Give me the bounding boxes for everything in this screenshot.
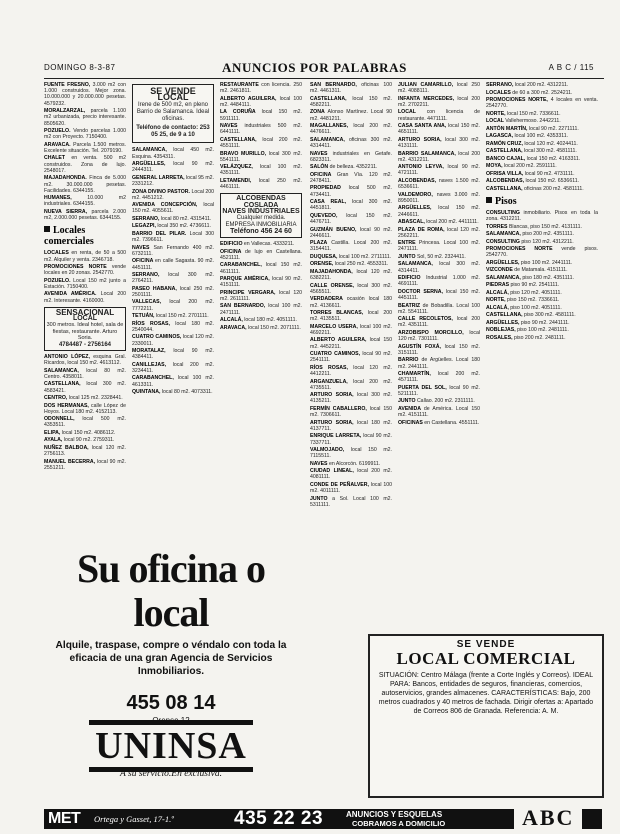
column-6 (486, 82, 598, 630)
classified-ad: ZONA DIVINO PASTOR. Local 200 m2. 4451212. (132, 188, 214, 201)
classified-ad: OFICINAS en Castellana. 4551111. (398, 419, 480, 426)
classified-ad: CASA REAL, local 300 m2. 4451811. (310, 199, 392, 212)
uninsa-display-ad (44, 545, 298, 807)
classified-ad: ARGÜELLES, local 150 m2. 2446611. (398, 205, 480, 218)
classified-ad: LOCAL con licencia de restaurante. 4471111. (398, 109, 480, 122)
classified-ad: MAGALLANES, local 200 m2. 4476611. (310, 123, 392, 136)
classified-ad: TORRES Blancas, piso 150 m2. 4131111. (486, 223, 582, 230)
abc-logo: ABC (514, 807, 582, 829)
classified-ad: CENTRO, local 125 m2. 2328441. (44, 395, 123, 402)
classified-ad: QUEVEDO, local 150 m2. 4476711. (310, 212, 392, 226)
classified-ad: SERRANO, local 80 m2. 4315411. (132, 215, 212, 222)
classified-ad: AGUSTÍN FOXÁ, local 150 m2. 3151111. (398, 343, 480, 356)
classified-ad: FERMÍN CABALLERO, local 150 m2. 7306611. (310, 405, 392, 419)
classified-ad: ARTURO SORIA, local 180 m2. 4137711. (310, 419, 392, 432)
classified-ad: ALCOBENDAS, naves 1.500 m2. 6536611. (398, 177, 480, 191)
classified-ad: ARAVACA. Parcela 1.500 metros. Excelente situación. Tel. 2079190. (44, 141, 126, 154)
classified-ad: BEATRIZ de Bobadilla. Local 100 m2. 5541111. (398, 302, 480, 315)
classified-ad: OFRISA VILLA, local 90 m2. 4731111. (486, 170, 575, 177)
classified-ad: ODONNELL, local 500 m2. 4353511. (44, 416, 126, 429)
classified-ad: CONDE DE PEÑALVER, local 100 m2. 4011111. (310, 481, 392, 495)
classified-ad: NAVES en Alcorcón. 6199911. (310, 460, 381, 467)
classified-ad: OFICINA en calle Sagasta. 90 m2. 4451111. (132, 258, 214, 271)
classified-ad: GUZMÁN BUENO, local 90 m2. 2446611. (310, 226, 392, 239)
classified-ad: LOCALES de 60 a 300 m2. 2524211. (486, 89, 573, 96)
ad-box-phone: 4784487 - 2756164 (58, 341, 112, 348)
classified-ad: JUNTO Sol, 50 m2. 2324411. (398, 253, 466, 260)
classified-ad: PASEO HABANA, local 250 m2. 2501111. (132, 285, 214, 298)
footer-service-line-1: ANUNCIOS Y ESQUELAS (346, 810, 443, 819)
classified-ad: ARTURO SORIA, local 300 m2. 4131111. (398, 136, 480, 150)
classified-ad: OFICINA de lujo en Castellana. 4521111. (220, 248, 302, 261)
ad-box-subtitle: NAVES INDUSTRIALES (222, 207, 300, 215)
classified-ad: POZUELO. Local 150 m2 junto a Estación. 7150400. (44, 277, 126, 290)
classified-ad: ORENSE, local 250 m2. 4553311. (310, 261, 389, 268)
footer-banner (44, 805, 602, 830)
classified-ad: CHALET en venta. 500 m2 construidos. Zona de lujo. 2548017. (44, 155, 126, 174)
classified-ad: ELIPA, local 150 m2. 4086112. (44, 429, 116, 436)
classified-ad: EDIFICIO Industrial 1.000 m2. 4691111. (398, 275, 480, 288)
classified-ad: ARGANZUELA, local 200 m2. 4735511. (310, 378, 392, 391)
ad-box-title: SE VENDE LOCAL (150, 86, 196, 103)
classified-ad: JUNTO Callao. 200 m2. 2311111. (398, 398, 475, 405)
classified-ad: DUQUESA, local 100 m2. 2711111. (310, 253, 392, 260)
classified-ad: DOCTOR SERNA, local 150 m2. 4451111. (398, 288, 480, 302)
classified-ad: BRAVO MURILLO, local 300 m2. 5541111. (220, 150, 302, 163)
ad-box-title: ALCOBENDAS COSLADA (236, 195, 286, 209)
classified-ad: CASTELLANA, oficinas 200 m2. 4581111. (486, 185, 584, 192)
classified-ad: AYALA, local 90 m2. 2759311. (44, 437, 115, 444)
classified-ad: SERRANO, local 300 m2. 2764211. (132, 272, 214, 285)
classified-ad: MORATALAZ, local 90 m2. 4384411. (132, 348, 214, 361)
ad-box-title: SENSACIONAL (55, 307, 115, 317)
header-date: DOMINGO 8-3-87 (44, 63, 116, 72)
classified-ad: RAMÓN CRUZ, local 120 m2. 4024411. (486, 140, 578, 147)
section-heading-pisos: Pisos (486, 196, 598, 207)
classified-ad: PLAZA DE ROMA, local 120 m2. 2562211. (398, 226, 480, 239)
classified-ad: ANTONIO LEYVA, local 90 m2. 4721111. (398, 164, 480, 177)
classified-ad: PROMOCIONES NORTE, 4 locales en venta. 2542770. (486, 97, 598, 110)
classified-ad: AVENIDA CONCEPCIÓN, local 150 m2. 4055611. (132, 202, 214, 215)
classified-ad: TETUÁN, local 150 m2. 2701111. (132, 313, 209, 320)
classified-ad: CASTELLANA, local 150 m2. 4582211. (310, 95, 392, 108)
classified-ad: EDIFICIO en Vallecas. 4333211. (220, 241, 295, 248)
classified-ad: INFANTA MERCEDES, local 200 m2. 2702211. (398, 95, 480, 108)
classified-ad: LA CORUÑA local 150 m2. 5911111. (220, 109, 302, 122)
ad-tagline: A su servicio.En exclusiva. (120, 769, 222, 779)
footer-address: Ortega y Gasset, 17-1.º (94, 814, 174, 824)
ad-box-sensacional (44, 307, 126, 351)
ad-headline: Su oficina o local (76, 546, 266, 635)
classified-ad: SALAMANCA, piso 200 m2. 4351111. (486, 231, 574, 238)
ad-box-body: 300 metros. Ideal hotel, sala de fiestas, restaurante. Arturo Soria. (46, 322, 124, 342)
classified-ad: CALLE RECOLETOS, local 200 m2. 4351111. (398, 316, 480, 329)
classified-ad: VALDEMORO, naves 3.000 m2. 8950011. (398, 191, 480, 204)
classified-ad: ZONA Alonso Martínez. Local 90 m2. 4481211. (310, 109, 392, 122)
classified-ad: CASTELLANA, local 300 m2. 4581111. (486, 148, 577, 155)
classified-ad: JUNTO a Sol. Local 100 m2. 5311111. (310, 495, 392, 508)
classified-ad: PLAZA Castilla. Local 200 m2. 3154411. (310, 240, 392, 253)
classified-ad: VALMOJADO, local 150 m2. 7115511. (310, 447, 392, 460)
classified-ad: OFICINA Gran Vía. 120 m2. 2478411. (310, 171, 392, 184)
ad-box-title: SE VENDE (456, 639, 516, 650)
classified-ad: NUEVA SIERRA, parcela 2.000 m2, 2.000.000 pesetas. 6344155. (44, 208, 126, 222)
classified-ad: ANTÓN MARTÍN, local 90 m2. 2271111. (486, 125, 579, 132)
classified-ad: NAVES industriales en Getafe. 6823311. (310, 150, 392, 163)
classified-ad: AVENIDA AMÉRICA. Local 200 m2. Interesante. 4160000. (44, 291, 126, 304)
classified-ad: HUMANES, 10.000 m2 industriales. 6344155. (44, 195, 126, 208)
ad-box-phone: Teléfono 456 24 60 (230, 227, 292, 235)
classified-ad: PARQUE AMÉRICA, local 90 m2. 4151111. (220, 276, 302, 289)
classified-ad: ALCOBENDAS, local 150 m2. 6536611. (486, 178, 580, 185)
ad-address: Orense,12 (152, 716, 190, 725)
ad-box-body: SITUACIÓN: Centro Málaga (frente a Corte Inglés y Correos). IDEAL PARA: Bancos, entidades de seguros, financieras, comercios, autoservicios, grandes almacenes. CARACTERÍSTICAS: Bajo, 200 metros cuadrados y 40 metros de fachada. Dirigir ofertas a: Apartado de Correos 806 de Granada. Referencia: A. M. (378, 672, 594, 715)
classified-ad: SAN BERNARDO, oficinas 100 m2. 4461311. (310, 82, 392, 95)
classified-ad: DOS HERMANAS, calle López de Hoyos. Local 180 m2. 4152113. (44, 402, 126, 415)
ad-box-phone: Teléfono de contacto: 253 05 25, de 9 a 10 (136, 125, 210, 139)
ad-box-subtitle: LOCAL COMERCIAL (396, 649, 576, 668)
classified-ad: ARAVACA, local 150 m2. 2071111. (220, 324, 301, 331)
footer-phone: 435 22 23 (234, 808, 324, 829)
ad-box-naves (220, 193, 302, 238)
footer-service-line-2: COBRAMOS A DOMICILIO (352, 819, 446, 828)
page-header (44, 60, 604, 79)
classified-ad: NORTE, local 150 m2. 7336611. (486, 110, 561, 117)
classified-ad: QUINTANA, local 80 m2. 4073311. (132, 389, 213, 396)
ad-box-body: Cualquier medida. EMPRESA INMOBILIARIA (225, 214, 297, 228)
classified-ad: SALAMANCA, piso 180 m2. 4351111. (486, 274, 574, 281)
classified-ad: LAGASCA, local 100 m2. 4353311. (486, 133, 569, 140)
classified-ad: CASTELLANA, local 300 m2. 4583421. (44, 381, 126, 394)
classified-ad: ABASCAL, local 200 m2. 4411111. (398, 219, 479, 226)
uninsa-logo: UNINSA (44, 726, 298, 766)
classified-ad: ALCALÁ, piso 100 m2. 4051111. (486, 304, 562, 311)
classified-ad: LOCAL Vallehermoso. 2442211. (486, 118, 561, 125)
classified-ad: VERDADERA ocasión local 180 m2. 4136611. (310, 296, 392, 309)
section-title: ANUNCIOS POR PALABRAS (222, 60, 407, 75)
classified-ad: CALLE ORENSE, local 300 m2. 4565511. (310, 282, 392, 295)
classified-ad: VELÁZQUEZ, local 100 m2. 4351111. (220, 164, 302, 177)
classified-ad: ANTONIO LÓPEZ, esquina Gral. Ricardos, local 150 m2. 4613112. (44, 353, 126, 367)
classified-ad: SALAMANCA, local 80 m2. Centro. 4358011. (44, 367, 126, 380)
classified-ad: SERRANO, local 200 m2. 4312211. (486, 82, 569, 88)
column-2 (132, 82, 214, 544)
classified-ad: MOYA, local 200 m2. 2591111. (486, 163, 557, 170)
classified-ad: ARGÜELLES, local 90 m2. 2444311. (132, 161, 214, 174)
classified-ad: PUERTA DEL SOL, local 90 m2. 5211111. (398, 384, 480, 397)
classified-ad: VIZCONDE de Matamala. 4151111. (486, 267, 568, 274)
classified-ad: CASTELLANA, local 200 m2. 4551111. (220, 136, 302, 150)
classified-ad: NAVES San Fernando 400 m2. 6732111. (132, 244, 214, 257)
classified-ad: ALBERTO AGUILERA, local 150 m2. 4452211. (310, 337, 392, 350)
classified-ad: CASTELLANA, piso 300 m2. 4581111. (486, 312, 576, 319)
column-1 (44, 82, 126, 544)
classified-ad: BARRIO de Argüelles. Local 180 m2. 2441111. (398, 357, 480, 370)
classified-ad: ARTURO SORIA, local 300 m2. 4135211. (310, 392, 392, 405)
classified-ad: CIUDAD LINEAL, local 200 m2. 4081111. (310, 468, 392, 481)
classified-ad: MANUEL BECERRA, local 90 m2. 2551211. (44, 458, 126, 471)
classified-ad: ARZOBISPO MORCILLO, local 120 m2. 7301111. (398, 329, 480, 343)
ad-box-se-vende-local (132, 84, 214, 143)
classified-ad: CUATRO CAMINOS, local 90 m2. 2541111. (310, 351, 392, 364)
classified-ad: RÍOS ROSAS, local 120 m2. 4412211. (310, 364, 392, 378)
column-3 (220, 82, 302, 544)
classified-ad: CHAMARTÍN, local 200 m2. 4571111. (398, 371, 480, 384)
classified-ad: BARRIO SALAMANCA, local 200 m2. 4312211. (398, 150, 480, 163)
classified-ad: CASA SANTA ANA, local 150 m2. 4651111. (398, 123, 480, 136)
ad-phone: 455 08 14 (126, 692, 216, 714)
section-heading-locales: Locales comerciales (44, 225, 94, 248)
classified-ad: LETAMENDI, local 250 m2. 4461111. (220, 177, 302, 191)
classified-ad: LEGAZPI, local 350 m2. 4736611. (132, 223, 211, 230)
classified-ad: NAVES industriales 500 m2. 6441111. (220, 123, 302, 136)
classified-ad: SAN BERNARDO, local 100 m2. 2471111. (220, 303, 302, 316)
classified-ad: MARCELO USERA, local 100 m2. 4692211. (310, 323, 392, 336)
classified-ad: ALCALÁ, piso 120 m2. 4051111. (486, 289, 562, 296)
ad-subheadline: Alquile, traspase, compre o véndalo con toda la eficacia de una gran Agencia de Servicios Inmobiliarios. (55, 640, 287, 677)
classified-ad: NOBLEJAS, piso 100 m2. 2481111. (486, 327, 569, 334)
classified-ad: NUÑEZ BALBOA, local 120 m2. 2756113. (44, 444, 126, 458)
classified-ad: LOCALES en renta, de 50 a 500 m2. Alquiler y venta. 2346718. (44, 250, 126, 263)
classified-ad: BANCO CAJAL, local 150 m2. 4163311. (486, 155, 581, 162)
classified-ad: PROMOCIONES NORTE vende locales en 20 zonas. 2542770. (44, 264, 126, 277)
classified-ad: SALAMANCA, oficinas 300 m2. 4314411. (310, 136, 392, 150)
classified-ad: ARGÜELLES, piso 100 m2. 2441111. (486, 259, 573, 266)
classified-ad: CARABANCHEL, local 100 m2. 4613311. (132, 375, 214, 388)
classified-ad: TORRES BLANCAS, local 200 m2. 4135511. (310, 310, 392, 323)
classified-ad: VALLECAS, local 200 m2. 7772211. (132, 299, 214, 312)
classified-ad: NORTE, piso 150 m2. 7336611. (486, 297, 560, 304)
ad-box-local-comercial (368, 634, 604, 798)
classified-ad: AVENIDA de América. Local 150 m2. 4151111. (398, 405, 480, 419)
classified-ad: CANILLEJAS, local 200 m2. 3234411. (132, 361, 214, 374)
classified-ad: ROSALES, piso 200 m2. 2481111. (486, 334, 566, 341)
classified-ad: CONSULTING piso 120 m2. 4312211. (486, 238, 574, 245)
classified-ad: SALÓN de belleza. 4352211. (310, 164, 378, 171)
classified-ad: SALAMANCA, local 450 m2. Esquina. 4354311. (132, 147, 214, 160)
classified-ad: JULIÁN CAMARILLO, local 250 m2. 4088111. (398, 82, 480, 95)
classified-ad: PROMOCIONES NORTE vende pisos. 2542770. (486, 246, 598, 259)
classified-ad: POZUELO. Vendo parcelas 1.000 m2 con Proyecto. 7150400. (44, 128, 126, 141)
classified-ad: ALCALÁ, local 180 m2. 4051111. (220, 317, 297, 324)
classified-ad: RESTAURANTE con licencia. 250 m2. 2461811. (220, 82, 302, 95)
ad-box-body: Irene de 500 m2, en pleno Barrio de Salamanca. Ideal oficinas. (136, 102, 210, 123)
classified-ad: CUATRO CAMINOS, local 120 m2. 2330011. (132, 334, 214, 347)
classified-ad: PRINCIPE VERGARA, local 120 m2. 2611111. (220, 289, 302, 302)
classified-ad: ALBERTO AGUILERA, local 100 m2. 4484111. (220, 95, 302, 108)
classified-ad: SALAMANCA, local 300 m2. 4314411. (398, 261, 480, 274)
classified-ad: CARABANCHEL, local 150 m2. 4611111. (220, 262, 302, 275)
page-number: A B C / 115 (548, 63, 594, 72)
classified-ad: CONSULTING inmobiliario. Pisos en toda la zona. 4312211. (486, 209, 598, 223)
ad-box-subtitle: LOCAL (72, 315, 98, 323)
met-logo: MET (48, 810, 81, 827)
classified-ad: PROPIEDAD local 500 m2. 4734411. (310, 185, 392, 198)
classified-ad: MORALZARZAL, parcela 1.100 m2 urbanizada, precio interesante. 8505620. (44, 108, 126, 127)
classified-ad: MAJADAHONDA, local 120 m2. 6382211. (310, 268, 392, 282)
column-5 (398, 82, 480, 630)
classified-ad: MAJADAHONDA. Finca de 5.000 m2. 30.000.000 pesetas. Facilidades. 6344155. (44, 175, 126, 194)
classified-ad: BARRIO DEL PILAR. Local 300 m2. 7396611. (132, 230, 214, 244)
classified-ad: ENRIQUE LARRETA, local 90 m2. 7337711. (310, 433, 392, 446)
classified-ad: FUENTE FRESNO, 3.000 m2 con 1.000 construidos. Mejor zona. 10.000.000 y 20.000.000 pesetas. 4579232. (44, 82, 126, 107)
classified-ad: PIEDRAS piso 90 m2. 2541111. (486, 282, 560, 289)
classified-ad: GENERAL LARRETA, local 95 m2. 2331212. (132, 174, 214, 188)
classified-ad: RÍOS ROSAS, local 180 m2. 2540044. (132, 320, 214, 333)
classified-ad: ARGÜELLES, piso 90 m2. 2441111. (486, 319, 570, 326)
classified-ad: ENTRE Princesa. Local 100 m2. 2471111. (398, 240, 480, 253)
